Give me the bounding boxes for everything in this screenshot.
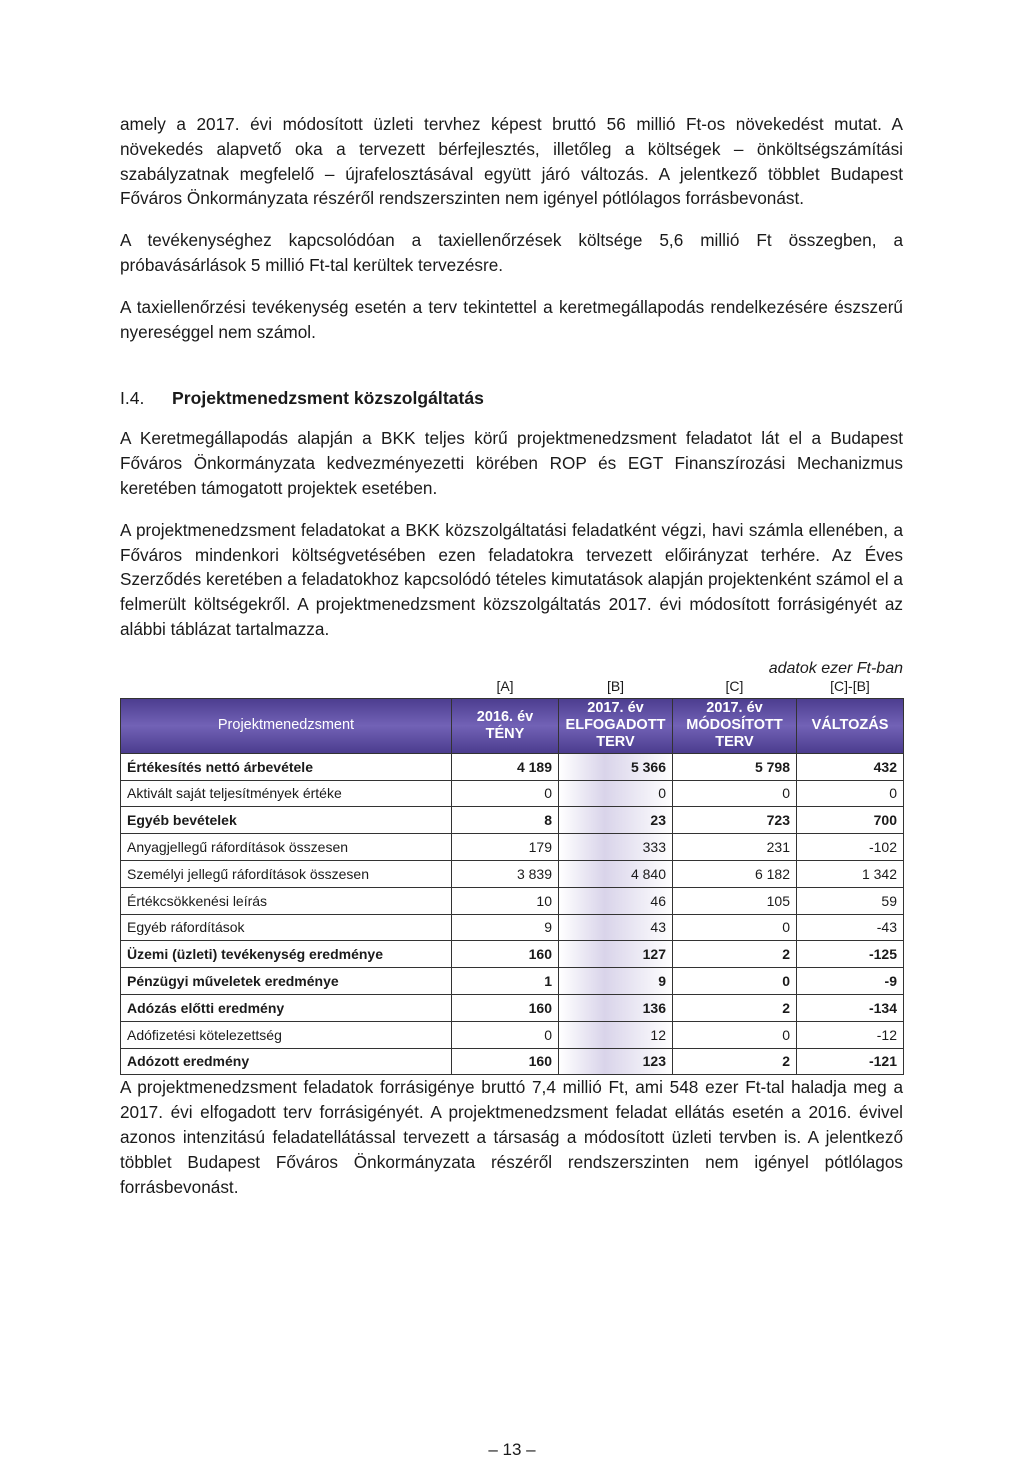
cell-change: 0 [797, 780, 904, 807]
paragraph-billing: A projektmenedzsment feladatokat a BKK közszolgáltatási feladatként végzi, havi számla ellenében, a Főváros mindenkori költségvetésében ezen feladatokra tervezett előirányzat terhére. Az Éves Szerződés keretében a feladatokhoz kapcsolódó tételes kimutatások alapján projektenként számol el a felmerült költségekről. A projektmenedzsment közszolgáltatás 2017. évi módosított forrásigényét az alábbi táblázat tartalmazza. [120, 519, 903, 639]
row-label: Értékesítés nettó árbevétele [121, 753, 452, 780]
cell-2017-modified: 0 [673, 780, 797, 807]
cell-2017-modified: 6 182 [673, 860, 797, 887]
header-label: Projektmenedzsment [121, 698, 452, 753]
cell-2017-approved: 46 [559, 887, 673, 914]
header-2016-actual: 2016. év TÉNY [452, 698, 559, 753]
header-2017-modified: 2017. év MÓDOSÍTOTT TERV [673, 698, 797, 753]
cell-change: 432 [797, 753, 904, 780]
column-letter-c: [C] [725, 677, 744, 694]
table-row [121, 860, 904, 887]
cell-change: 1 342 [797, 860, 904, 887]
row-label: Pénzügyi műveletek eredménye [121, 968, 452, 995]
cell-2017-modified: 231 [673, 834, 797, 861]
cell-2016-actual: 160 [452, 1048, 559, 1075]
cell-change: -9 [797, 968, 904, 995]
units-note: adatok ezer Ft-ban [768, 659, 903, 677]
cell-2017-modified: 0 [673, 1021, 797, 1048]
cell-2017-approved: 43 [559, 914, 673, 941]
cell-2017-modified: 0 [673, 968, 797, 995]
header-change: VÁLTOZÁS [797, 698, 904, 753]
row-label: Adózás előtti eredmény [121, 994, 452, 1021]
row-label: Adózott eredmény [121, 1048, 452, 1075]
row-label: Személyi jellegű ráfordítások összesen [121, 860, 452, 887]
document-page [120, 112, 903, 1199]
cell-2016-actual: 160 [452, 941, 559, 968]
table-row [121, 968, 904, 995]
column-letter-row [121, 678, 904, 699]
cell-2017-approved: 127 [559, 941, 673, 968]
cell-2017-modified: 723 [673, 807, 797, 834]
paragraph-framework: A Keretmegállapodás alapján a BKK teljes körű projektmenedzsment feladatot lát el a Budapest Főváros Önkormányzata kedvezményezetti körében ROP és EGT Finanszírozási Mechanizmus keretében támogatott projektek esetében. [120, 428, 903, 498]
cell-2017-approved: 0 [559, 780, 673, 807]
cell-2016-actual: 179 [452, 834, 559, 861]
cell-2017-modified: 5 798 [673, 753, 797, 780]
section-title: Projektmenedzsment közszolgáltatás [172, 388, 484, 409]
table-row [121, 1048, 904, 1075]
page-number: – 13 – [488, 1440, 536, 1459]
cell-2016-actual: 3 839 [452, 860, 559, 887]
section-number: I.4. [120, 388, 145, 409]
cell-change: -125 [797, 941, 904, 968]
table-row [121, 834, 904, 861]
paragraph-growth: amely a 2017. évi módosított üzleti tervhez képest bruttó 56 millió Ft-os növekedést mutat. A növekedés alapvető oka a tervezett bérfejlesztés, illetőleg a költségek – önköltségszámítási szabályzatnak megfelelő – újrafelosztásával együtt járó változás. A jelentkező többlet Budapest Főváros Önkormányzata részéről rendszerszinten nem igényel pótlólagos forrásbevonást. [120, 114, 903, 209]
cell-2016-actual: 0 [452, 1021, 559, 1048]
cell-change: -12 [797, 1021, 904, 1048]
cell-change: 59 [797, 887, 904, 914]
table-row [121, 941, 904, 968]
row-label: Egyéb ráfordítások [121, 914, 452, 941]
cell-2016-actual: 160 [452, 994, 559, 1021]
table-row [121, 753, 904, 780]
cell-2017-approved: 9 [559, 968, 673, 995]
column-letter-d: [C]-[B] [830, 677, 870, 694]
cell-2016-actual: 1 [452, 968, 559, 995]
cell-2017-approved: 12 [559, 1021, 673, 1048]
cell-2017-approved: 4 840 [559, 860, 673, 887]
header-2017-approved: 2017. év ELFOGADOTT TERV [559, 698, 673, 753]
column-letter-b: [B] [606, 677, 625, 694]
cell-change: -43 [797, 914, 904, 941]
cell-2017-approved: 136 [559, 994, 673, 1021]
table-row [121, 1021, 904, 1048]
cell-2016-actual: 8 [452, 807, 559, 834]
cell-change: 700 [797, 807, 904, 834]
cell-2016-actual: 4 189 [452, 753, 559, 780]
cell-2017-modified: 105 [673, 887, 797, 914]
paragraph-taxi-profit: A taxiellenőrzési tevékenység esetén a terv tekintettel a keretmegállapodás rendelkezésére észszerű nyereséggel nem számol. [120, 296, 903, 342]
cell-change: -102 [797, 834, 904, 861]
cell-2017-approved: 23 [559, 807, 673, 834]
cell-2017-modified: 2 [673, 994, 797, 1021]
cell-2016-actual: 0 [452, 780, 559, 807]
table-row [121, 994, 904, 1021]
table-row [121, 807, 904, 834]
cell-2017-modified: 0 [673, 914, 797, 941]
row-label: Aktivált saját teljesítmények értéke [121, 780, 452, 807]
paragraph-closing: A projektmenedzsment feladatok forrásigénye bruttó 7,4 millió Ft, ami 548 ezer Ft-tal haladja meg a 2017. évi elfogadott terv forrásigényét. A projektmenedzsment feladat ellátás esetén a 2016. évivel azonos intenzitású feladatellátással tervezett a társaság a módosított üzleti tervben is. A jelentkező többlet Budapest Főváros Önkormányzata részéről rendszerszinten nem igényel pótlólagos forrásbevonást. [120, 1077, 903, 1197]
table-header-row [121, 698, 904, 753]
column-letter-a: [A] [496, 677, 514, 694]
cell-change: -121 [797, 1048, 904, 1075]
cell-change: -134 [797, 994, 904, 1021]
table-row [121, 914, 904, 941]
row-label: Értékcsökkenési leírás [121, 887, 452, 914]
table-row [121, 887, 904, 914]
row-label: Egyéb bevételek [121, 807, 452, 834]
cell-2016-actual: 10 [452, 887, 559, 914]
row-label: Adófizetési kötelezettség [121, 1021, 452, 1048]
row-label: Anyagjellegű ráfordítások összesen [121, 834, 452, 861]
section-heading [120, 388, 903, 409]
row-label: Üzemi (üzleti) tevékenység eredménye [121, 941, 452, 968]
cell-2017-approved: 123 [559, 1048, 673, 1075]
financial-table [120, 678, 904, 1076]
cell-2017-modified: 2 [673, 941, 797, 968]
cell-2017-approved: 5 366 [559, 753, 673, 780]
table-row [121, 780, 904, 807]
paragraph-taxi-costs: A tevékenységhez kapcsolódóan a taxiellenőrzések költsége 5,6 millió Ft összegben, a próbavásárlások 5 millió Ft-tal kerültek tervezésre. [120, 230, 903, 275]
cell-2016-actual: 9 [452, 914, 559, 941]
cell-2017-modified: 2 [673, 1048, 797, 1075]
cell-2017-approved: 333 [559, 834, 673, 861]
